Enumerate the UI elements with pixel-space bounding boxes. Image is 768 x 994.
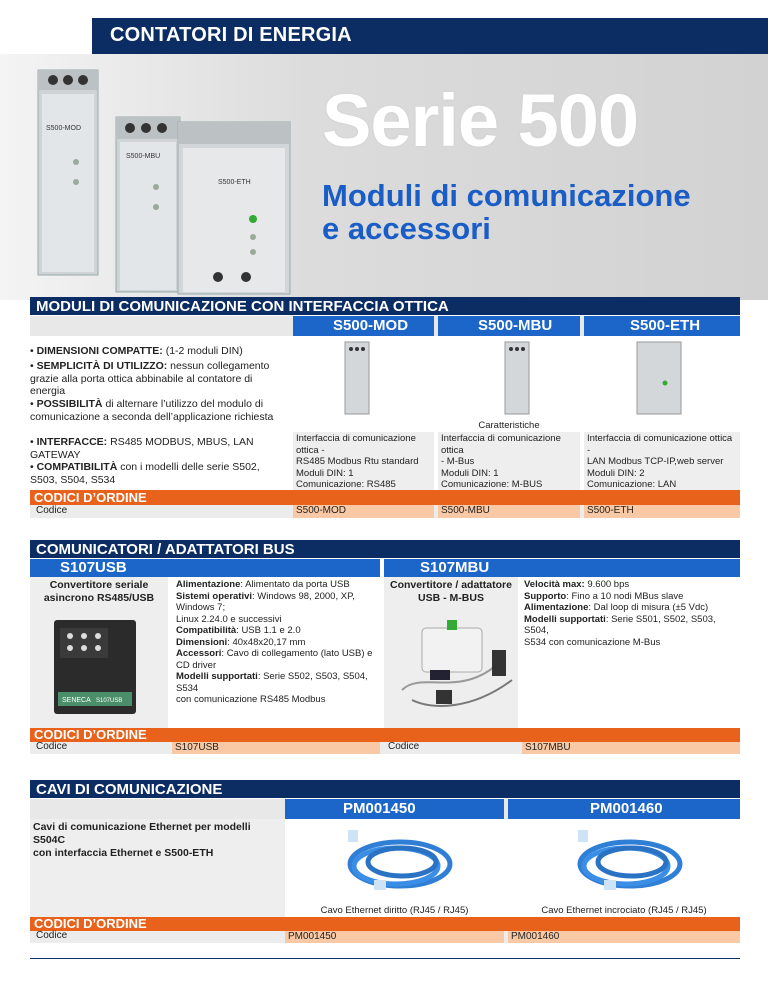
s107usb-desc-cell: Convertitore seriale asincrono RS485/USB <box>30 577 168 728</box>
hero-subtitle-line1: Moduli di comunicazione <box>322 178 691 213</box>
caption-pm001450: Cavo Ethernet diritto (RJ45 / RJ45) <box>320 905 469 916</box>
s107mbu-device-image <box>392 610 522 720</box>
s107usb-specs: Alimentazione: Alimentato da porta USB Sistemi operativi: Windows 98, 2000, XP, Windows 7; Linux 2.24.0 e successivi Compatibilità: USB 1.1 e 2.0 Dimensioni: 40x48x20,17 mm Accessori: Cavo di collegamento (lato USB) e CD driver Modelli supportati: Serie S502, S503, S504, S534 con comunicazione RS485 Modbus <box>172 577 380 728</box>
section-title-cavi: CAVI DI COMUNICAZIONE <box>30 780 740 798</box>
codes-row-2: Codice S107USB Codice S107MBU <box>30 742 740 754</box>
bullet-compatibilita: • COMPATIBILITÀ con i modelli delle serie S502, S503, S504, S534 <box>30 461 260 486</box>
code-s500-mbu: S500-MBU <box>438 505 580 518</box>
bullet-possibilita: • POSSIBILITÀ di alternare l’utilizzo del modulo di comunicazione a seconda dell’applicazione richiesta <box>30 398 274 423</box>
bullet-interfacce: • INTERFACCE: RS485 MODBUS, MBUS, LAN GATEWAY <box>30 436 254 461</box>
code-pm001450: PM001450 <box>285 931 504 943</box>
module-thumbnails <box>293 338 740 418</box>
header-bar <box>92 18 768 54</box>
s107usb-device-image <box>40 614 150 720</box>
svg-text:S500-MBU: S500-MBU <box>126 153 161 160</box>
svg-text:S500-ETH: S500-ETH <box>218 179 251 186</box>
s107mbu-desc-cell: Convertitore / adattatore USB - M-BUS <box>384 577 518 728</box>
footer-rule <box>30 958 740 959</box>
header-title: CONTATORI DI ENERGIA <box>110 24 352 46</box>
section-title-moduli: MODULI DI COMUNICAZIONE CON INTERFACCIA OTTICA <box>30 297 740 315</box>
codici-bar-2: CODICI D’ORDINE <box>30 728 740 742</box>
spec-col-mod: Interfaccia di comunicazione ottica - RS485 Modbus Rtu standard Moduli DIN: 1 Comunicazione: RS485 <box>293 432 434 490</box>
code-s107usb: S107USB <box>172 742 380 754</box>
code-s500-eth: S500-ETH <box>584 505 740 518</box>
bullet-dimensioni: • DIMENSIONI COMPATTE: (1-2 moduli DIN) <box>30 345 243 357</box>
hero-subtitle-line2: e accessori <box>322 211 491 246</box>
codes-row-3: Codice PM001450 PM001460 <box>30 931 740 943</box>
product-header-s500-mod: S500-MOD <box>293 316 434 336</box>
codes-row-1: Codice S500-MOD S500-MBU S500-ETH <box>30 505 740 518</box>
codici-bar-1: CODICI D’ORDINE <box>30 490 740 505</box>
caption-pm001460: Cavo Ethernet incrociato (RJ45 / RJ45) <box>541 905 707 916</box>
svg-text:S500-MOD: S500-MOD <box>46 125 82 132</box>
cable-desc-cell: Cavi di comunicazione Ethernet per modelli S504C con interfaccia Ethernet e S500-ETH <box>30 819 285 917</box>
product-header-s107usb: S107USB <box>30 559 380 577</box>
codici-bar-3: CODICI D’ORDINE <box>30 917 740 931</box>
bullet-semplicita: • SEMPLICITÀ DI UTILIZZO: nessun collegamento grazie alla porta ottica abbinabile al contatore di energia <box>30 360 270 397</box>
product-header-s107mbu: S107MBU <box>384 559 740 577</box>
product-header-s500-eth: S500-ETH <box>584 316 740 336</box>
section-title-comunicatori: COMUNICATORI / ADATTATORI BUS <box>30 540 740 558</box>
spec-table <box>293 432 740 490</box>
series-title: Serie 500 <box>322 79 639 162</box>
code-s500-mod: S500-MOD <box>293 505 434 518</box>
svg-text:S107USB: S107USB <box>96 698 123 704</box>
product-header-pm001450: PM001450 <box>285 799 504 819</box>
code-s107mbu: S107MBU <box>522 742 740 754</box>
code-pm001460: PM001460 <box>508 931 740 943</box>
spec-col-eth: Interfaccia di comunicazione ottica - LAN Modbus TCP-IP,web server Moduli DIN: 2 Comunicazione: LAN <box>584 432 740 490</box>
spec-col-mbu: Interfaccia di comunicazione ottica - M-Bus Moduli DIN: 1 Comunicazione: M-BUS <box>438 432 580 490</box>
product-header-pm001460: PM001460 <box>508 799 740 819</box>
svg-text:SENECA: SENECA <box>62 697 91 704</box>
product-header-s500-mbu: S500-MBU <box>438 316 580 336</box>
cable-crossover-image <box>560 822 700 902</box>
s107mbu-specs: Velocità max: 9.600 bps Supporto: Fino a 10 nodi MBus slave Alimentazione: Dal loop di misura (±5 Vdc) Modelli supportati: Serie S501, S502, S503, S504, S534 con comunicazione M-Bus <box>522 577 740 728</box>
energy-meter-modules-image <box>28 62 318 298</box>
caratteristiche-label: Caratteristiche <box>478 420 540 431</box>
cable-straight-image <box>330 822 470 902</box>
